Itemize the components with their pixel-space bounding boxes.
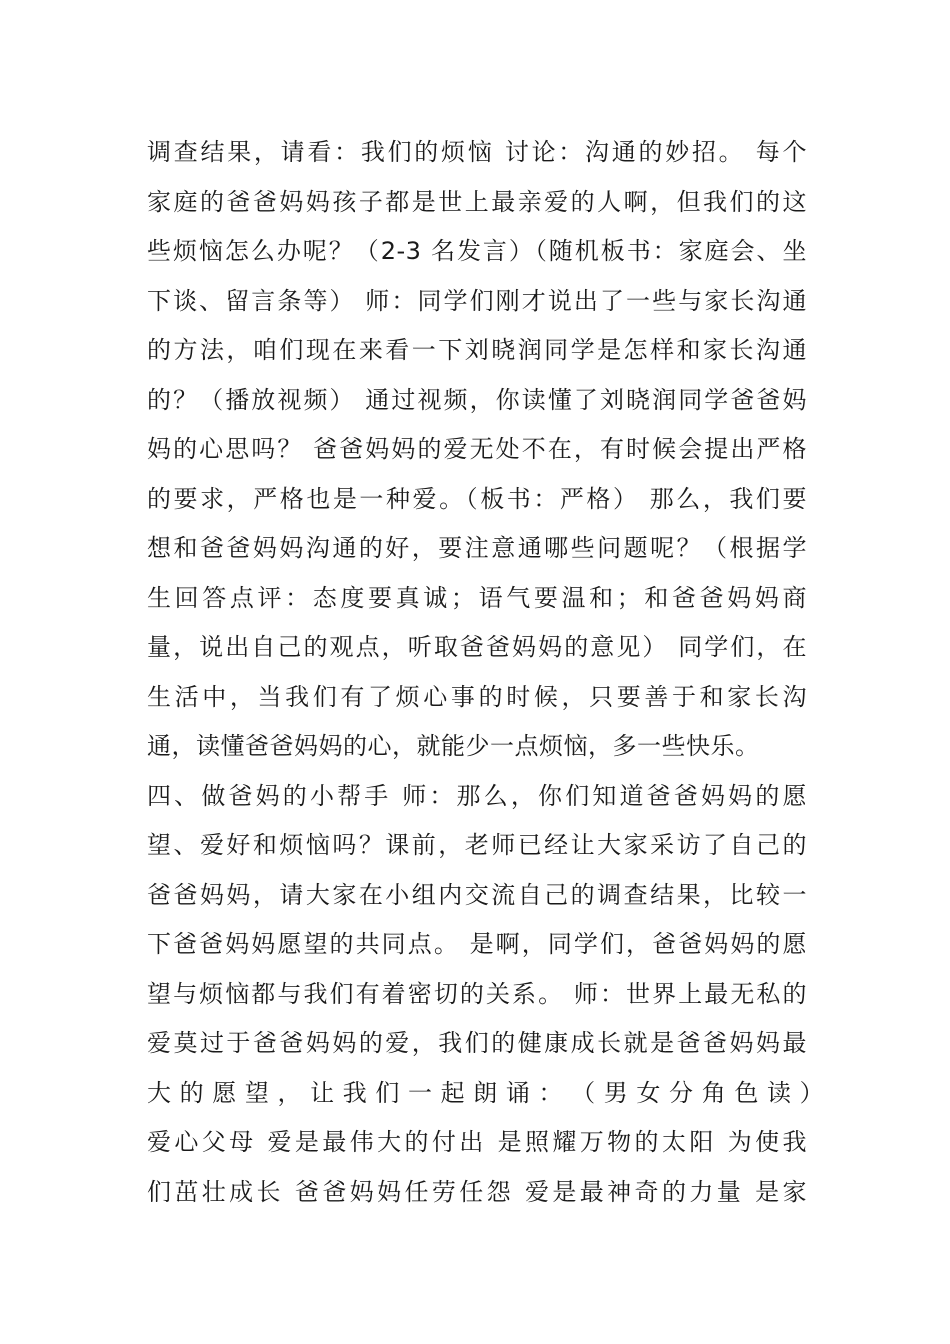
text-line: 大 的 愿 望 ， 让 我 们 一 起 朗 诵 ： （ 男 女 分 角 色 读 ） xyxy=(147,1078,825,1107)
text-line: 望与烦恼都与我们有着密切的关系。 师：世界上最无私的 xyxy=(147,979,807,1008)
text-line: 家庭的爸爸妈妈孩子都是世上最亲爱的人啊，但我们的这 xyxy=(147,187,807,216)
poem-line: 爱心父母 爱是最伟大的付出 是照耀万物的太阳 为使我 xyxy=(147,1128,807,1156)
text-line: 的？（播放视频） 通过视频，你读懂了刘晓润同学爸爸妈 xyxy=(147,385,807,414)
section-heading-line: 四、做爸妈的小帮手 师：那么，你们知道爸爸妈妈的愿 xyxy=(147,781,807,810)
poem-line: 们茁壮成长 爸爸妈妈任劳任怨 爱是最神奇的力量 是家 xyxy=(147,1177,807,1206)
text-line: 妈的心思吗？ 爸爸妈妈的爱无处不在，有时候会提出严格 xyxy=(147,435,807,463)
text-line: 下爸爸妈妈愿望的共同点。 是啊，同学们，爸爸妈妈的愿 xyxy=(147,930,807,958)
text-line: 的方法，咱们现在来看一下刘晓润同学是怎样和家长沟通 xyxy=(147,336,807,364)
text-line: 望、爱好和烦恼吗？课前，老师已经让大家采访了自己的 xyxy=(147,831,807,859)
text-line: 生活中，当我们有了烦心事的时候，只要善于和家长沟 xyxy=(147,682,807,711)
text-line: 通，读懂爸爸妈妈的心，就能少一点烦恼，多一些快乐。 xyxy=(147,732,760,760)
text-line: 调查结果，请看：我们的烦恼 讨论：沟通的妙招。 每个 xyxy=(147,138,807,166)
text-line: 量，说出自己的观点，听取爸爸妈妈的意见） 同学们，在 xyxy=(147,633,807,661)
text-line: 生回答点评：态度要真诚；语气要温和；和爸爸妈妈商 xyxy=(147,583,807,612)
text-line: 的要求，严格也是一种爱。（板书：严格） 那么，我们要 xyxy=(147,484,807,513)
text-line: 下谈、留言条等） 师：同学们刚才说出了一些与家长沟通 xyxy=(147,286,807,315)
text-line: 想和爸爸妈妈沟通的好，要注意通哪些问题呢？（根据学 xyxy=(147,534,807,562)
text-line: 爱莫过于爸爸妈妈的爱，我们的健康成长就是爸爸妈妈最 xyxy=(147,1029,807,1057)
body-text xyxy=(147,128,825,1217)
text-line: 些烦恼怎么办呢？（2-3 名发言）（随机板书：家庭会、坐 xyxy=(147,237,807,265)
text-line: 爸爸妈妈，请大家在小组内交流自己的调查结果，比较一 xyxy=(147,880,807,909)
